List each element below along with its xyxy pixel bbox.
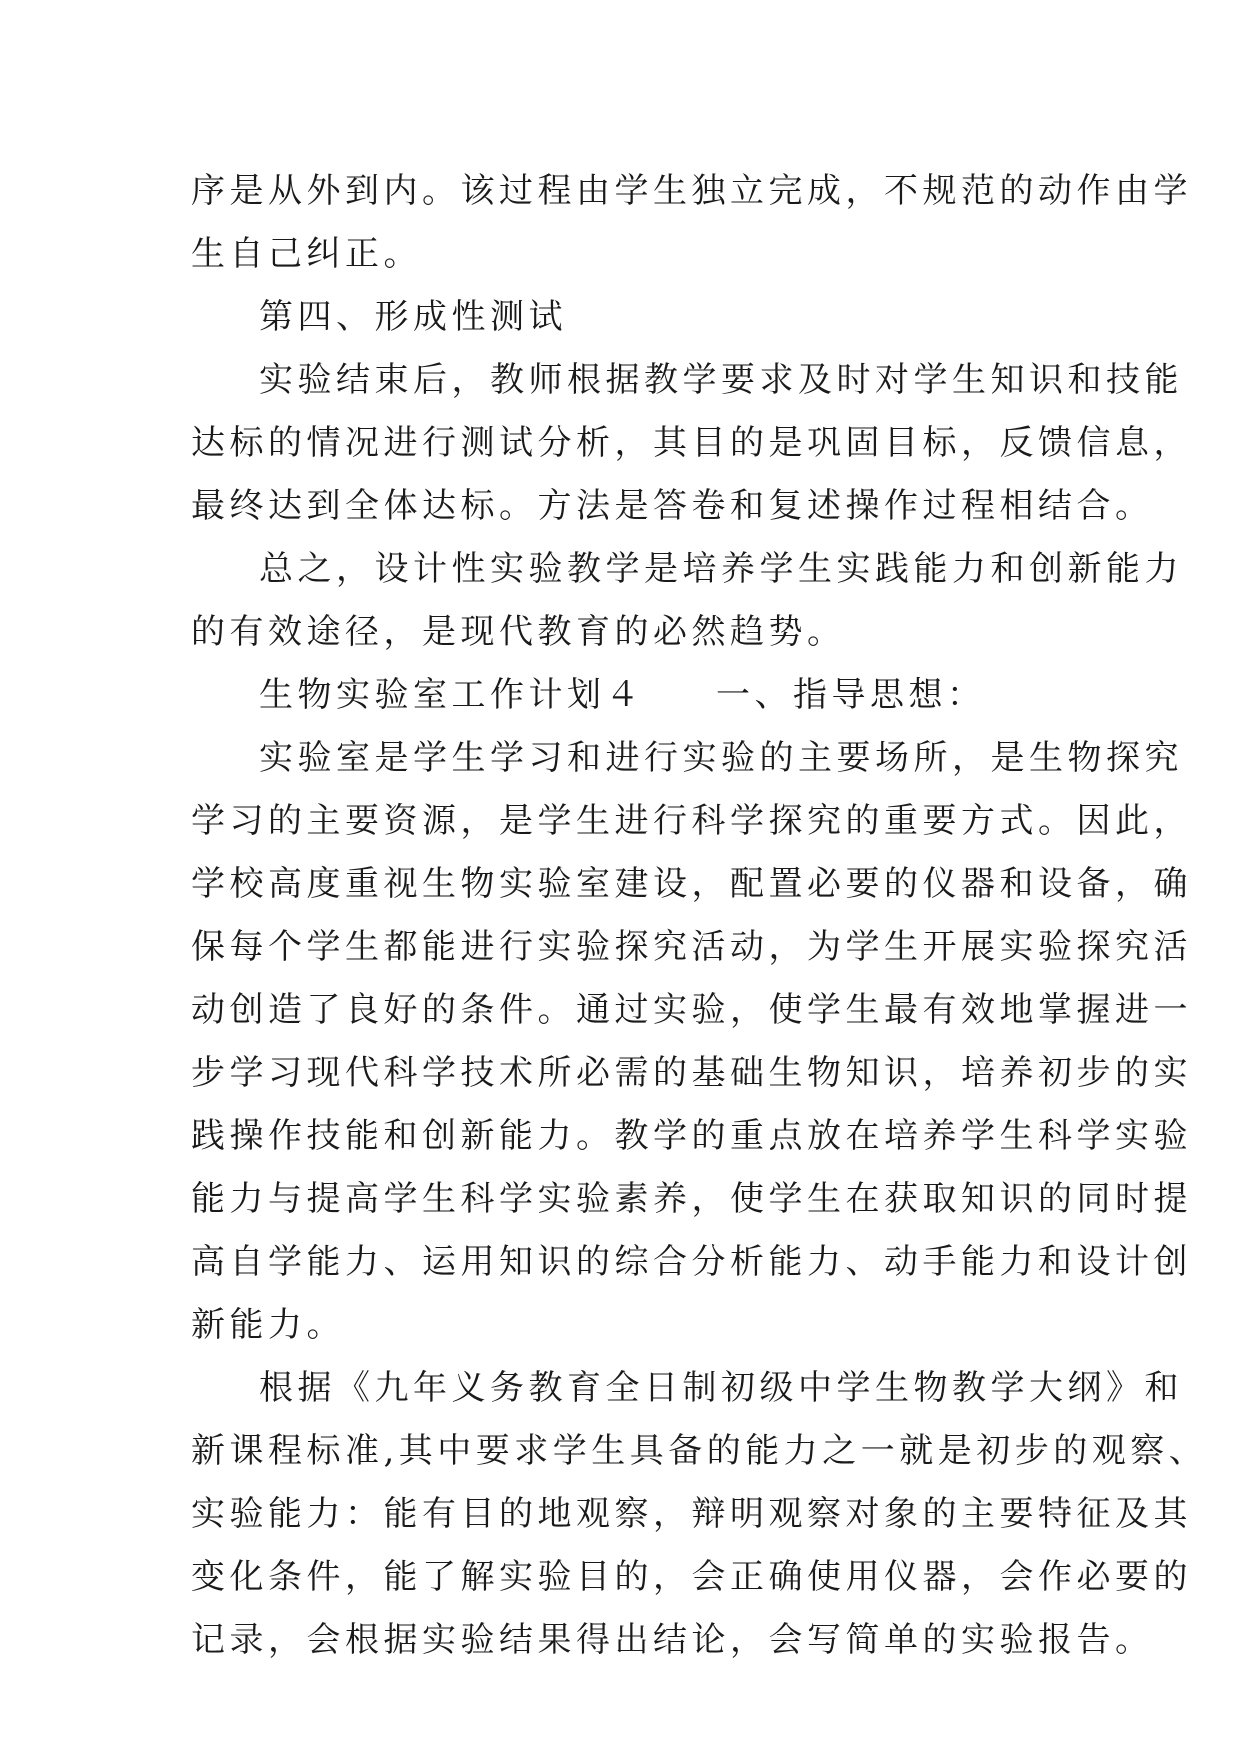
text-line: 序是从外到内。该过程由学生独立完成，不规范的动作由学	[191, 171, 1192, 211]
section-heading-lab-plan	[191, 664, 1061, 727]
paragraph-2	[191, 349, 1192, 538]
paragraph-4	[191, 727, 1192, 1357]
text-line: 动创造了良好的条件。通过实验，使学生最有效地掌握进一	[191, 990, 1192, 1030]
text-line: 变化条件，能了解实验目的，会正确使用仪器，会作必要的	[191, 1557, 1192, 1597]
text-line: 步学习现代科学技术所必需的基础生物知识，培养初步的实	[191, 1053, 1192, 1093]
text-line: 践操作技能和创新能力。教学的重点放在培养学生科学实验	[191, 1116, 1192, 1156]
text-line: 高自学能力、运用知识的综合分析能力、动手能力和设计创	[191, 1242, 1192, 1282]
text-line: 新能力。	[191, 1305, 345, 1345]
text-line: 保每个学生都能进行实验探究活动，为学生开展实验探究活	[191, 927, 1192, 967]
text-line: 根据《九年义务教育全日制初级中学生物教学大纲》和	[259, 1368, 1183, 1408]
section-heading-formative-test	[191, 286, 1061, 349]
heading-title: 生物实验室工作计划４	[259, 675, 644, 715]
text-line: 实验结束后，教师根据教学要求及时对学生知识和技能	[259, 360, 1183, 400]
text-line: 能力与提高学生科学实验素养，使学生在获取知识的同时提	[191, 1179, 1192, 1219]
text-line: 生自己纠正。	[191, 234, 422, 274]
text-line: 实验室是学生学习和进行实验的主要场所，是生物探究	[259, 738, 1183, 778]
paragraph-3	[191, 538, 1183, 664]
text-line: 的有效途径，是现代教育的必然趋势。	[191, 612, 846, 652]
paragraph-1	[191, 160, 1192, 286]
text-line: 学校高度重视生物实验室建设，配置必要的仪器和设备，确	[191, 864, 1192, 904]
document-body	[191, 160, 1208, 1672]
text-line: 学习的主要资源，是学生进行科学探究的重要方式。因此，	[191, 801, 1192, 841]
heading-subtitle: 一、指导思想：	[716, 675, 986, 715]
paragraph-5	[191, 1357, 1208, 1672]
text-line: 实验能力：能有目的地观察，辩明观察对象的主要特征及其	[191, 1494, 1192, 1534]
text-line: 新课程标准,其中要求学生具备的能力之一就是初步的观察、	[191, 1431, 1208, 1471]
text-line: 总之，设计性实验教学是培养学生实践能力和创新能力	[259, 549, 1183, 589]
text-line: 记录，会根据实验结果得出结论，会写简单的实验报告。	[191, 1620, 1154, 1660]
text-line: 达标的情况进行测试分析，其目的是巩固目标，反馈信息，	[191, 423, 1192, 463]
text-line: 第四、形成性测试	[259, 297, 567, 337]
text-line: 最终达到全体达标。方法是答卷和复述操作过程相结合。	[191, 486, 1154, 526]
